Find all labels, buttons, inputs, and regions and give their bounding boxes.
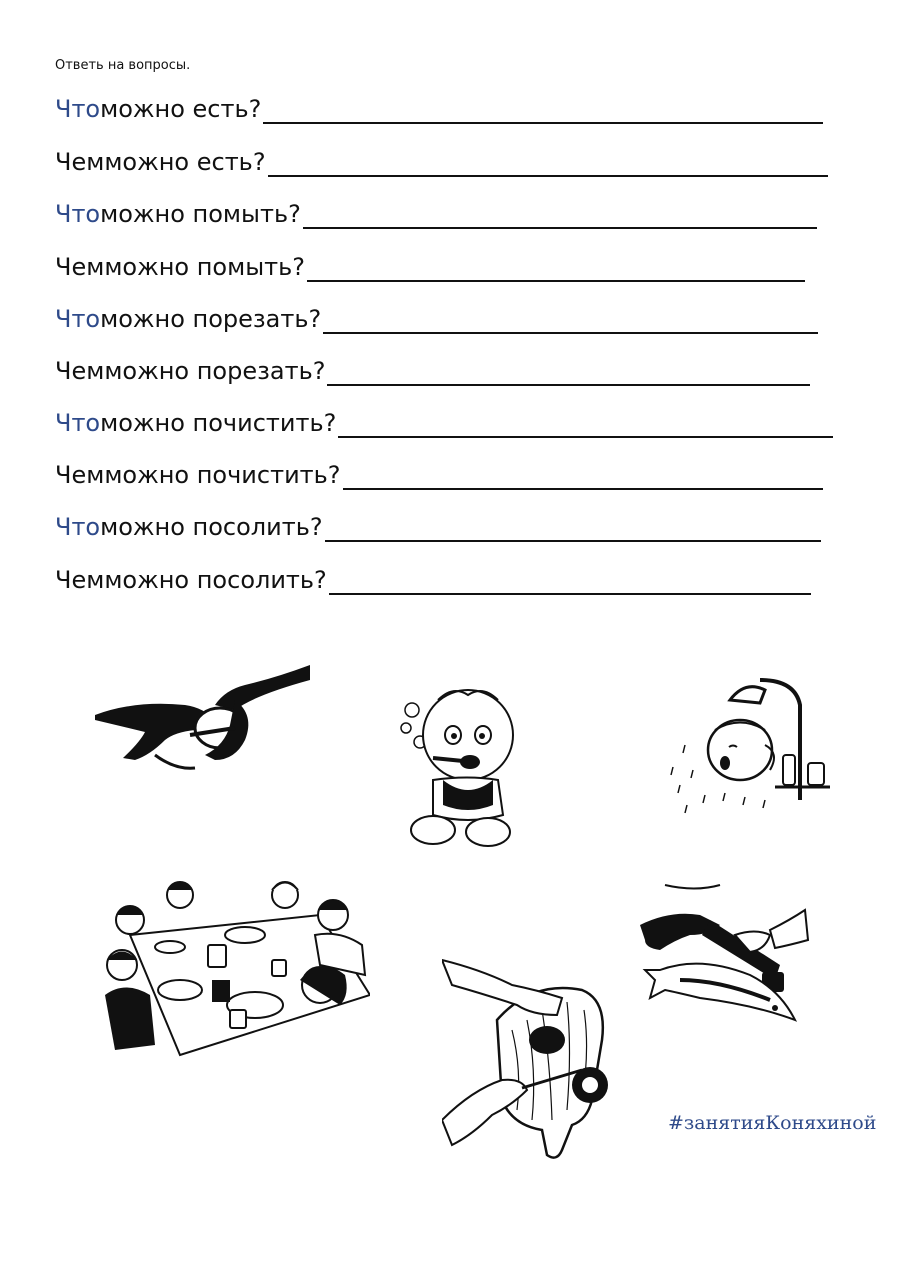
question-row xyxy=(55,252,805,282)
children-eating-at-table-illustration xyxy=(100,875,370,1065)
question-word: Чем xyxy=(55,357,105,385)
question-text: можно порезать? xyxy=(100,305,322,333)
question-word: Что xyxy=(55,409,101,437)
cutting-board-knife-illustration xyxy=(442,940,622,1165)
answer-line[interactable] xyxy=(338,414,833,438)
question-row xyxy=(55,512,821,542)
question-text: можно порезать? xyxy=(104,357,326,385)
question-word: Чем xyxy=(55,566,105,594)
question-text: можно почистить? xyxy=(100,409,337,437)
question-text: можно есть? xyxy=(100,95,262,123)
question-row xyxy=(55,565,811,595)
answer-line[interactable] xyxy=(329,571,811,595)
answer-line[interactable] xyxy=(303,205,817,229)
question-word: Чем xyxy=(55,461,105,489)
question-word: Что xyxy=(55,200,101,228)
question-word: Чем xyxy=(55,253,105,281)
answer-line[interactable] xyxy=(343,466,823,490)
question-word: Чем xyxy=(55,148,105,176)
question-row xyxy=(55,356,810,386)
answer-line[interactable] xyxy=(323,310,818,334)
question-text: можно почистить? xyxy=(104,461,341,489)
question-text: можно посолить? xyxy=(104,566,327,594)
question-row xyxy=(55,408,833,438)
instruction-text: Ответь на вопросы. xyxy=(55,58,191,73)
question-text: можно есть? xyxy=(104,148,266,176)
child-brushing-teeth-illustration xyxy=(398,680,523,855)
answer-line[interactable] xyxy=(263,100,823,124)
question-word: Что xyxy=(55,513,101,541)
question-row xyxy=(55,460,823,490)
question-text: можно посолить? xyxy=(100,513,323,541)
salting-fish-illustration xyxy=(640,880,810,1030)
question-row xyxy=(55,147,828,177)
hashtag-signature: #занятияКоняхиной xyxy=(668,1112,877,1134)
person-showering-illustration xyxy=(665,675,835,820)
question-word: Что xyxy=(55,95,101,123)
question-row xyxy=(55,304,818,334)
answer-line[interactable] xyxy=(307,258,805,282)
peeling-potato-illustration xyxy=(95,660,310,780)
question-row xyxy=(55,199,817,229)
question-text: можно помыть? xyxy=(100,200,301,228)
answer-line[interactable] xyxy=(268,153,828,177)
question-word: Что xyxy=(55,305,101,333)
answer-line[interactable] xyxy=(325,518,821,542)
answer-line[interactable] xyxy=(327,362,810,386)
question-text: можно помыть? xyxy=(104,253,306,281)
question-row xyxy=(55,94,823,124)
